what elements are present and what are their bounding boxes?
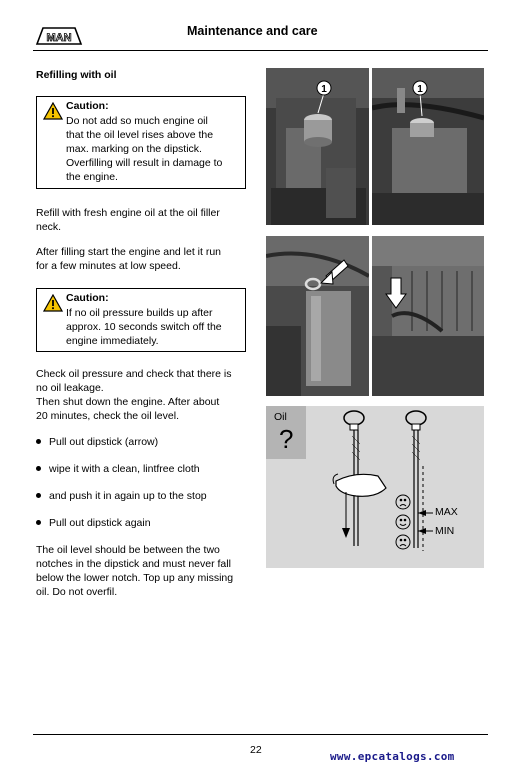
sad-face-icon xyxy=(396,535,410,549)
oil-label: Oil xyxy=(274,411,287,423)
engine-photo-dipstick-left xyxy=(266,236,369,396)
watermark: www.epcatalogs.com xyxy=(330,750,455,763)
engine-photo-filler-left xyxy=(266,68,369,225)
list-item: Pull out dipstick (arrow) xyxy=(36,436,158,448)
footer-divider xyxy=(33,734,488,735)
callout-number: 1 xyxy=(417,84,423,95)
logo-text: MAN xyxy=(46,32,72,44)
engine-photo-filler-right xyxy=(372,68,484,225)
paragraph: Refill with fresh engine oil at the oil filler neck. xyxy=(36,207,220,233)
dipstick-illustration xyxy=(306,406,484,568)
warning-icon xyxy=(43,294,63,312)
caution-box xyxy=(36,96,246,189)
header-divider xyxy=(33,50,488,51)
caution-title: Caution: xyxy=(66,292,109,304)
page-number: 22 xyxy=(250,744,262,756)
paragraph: The oil level should be between the two notches in the dipstick and must never fall below the lower notch. Top up any missing oil. Do not overfil. xyxy=(36,544,234,598)
caution-title: Caution: xyxy=(66,100,109,112)
list-item: and push it in again up to the stop xyxy=(36,490,207,502)
paragraph: Check oil pressure and check that there is no oil leakage. Then shut down the engine. After about 20 minutes, check the oil level. xyxy=(36,368,232,422)
section-title: Refilling with oil xyxy=(36,69,117,81)
happy-face-icon xyxy=(396,515,410,529)
caution-box xyxy=(36,288,246,352)
paragraph: After filling start the engine and let it run for a few minutes at low speed. xyxy=(36,246,222,272)
callout-number: 1 xyxy=(321,84,327,95)
sad-face-icon xyxy=(396,495,410,509)
man-logo xyxy=(33,24,85,48)
list-item: Pull out dipstick again xyxy=(36,517,151,529)
list-item: wipe it with a clean, lintfree cloth xyxy=(36,463,200,475)
caution-text: If no oil pressure builds up after approx. 10 seconds switch off the engine immediately. xyxy=(66,307,222,347)
min-label: MIN xyxy=(435,525,455,537)
engine-photo-dipstick-right xyxy=(372,236,484,396)
caution-text: Do not add so much engine oil that the oil level rises above the max. marking on the dipstick. Overfilling will result in damage to the engine. xyxy=(66,115,223,183)
page-title: Maintenance and care xyxy=(187,24,318,38)
max-label: MAX xyxy=(435,506,458,518)
warning-icon xyxy=(43,102,63,120)
question-mark: ? xyxy=(279,424,294,454)
